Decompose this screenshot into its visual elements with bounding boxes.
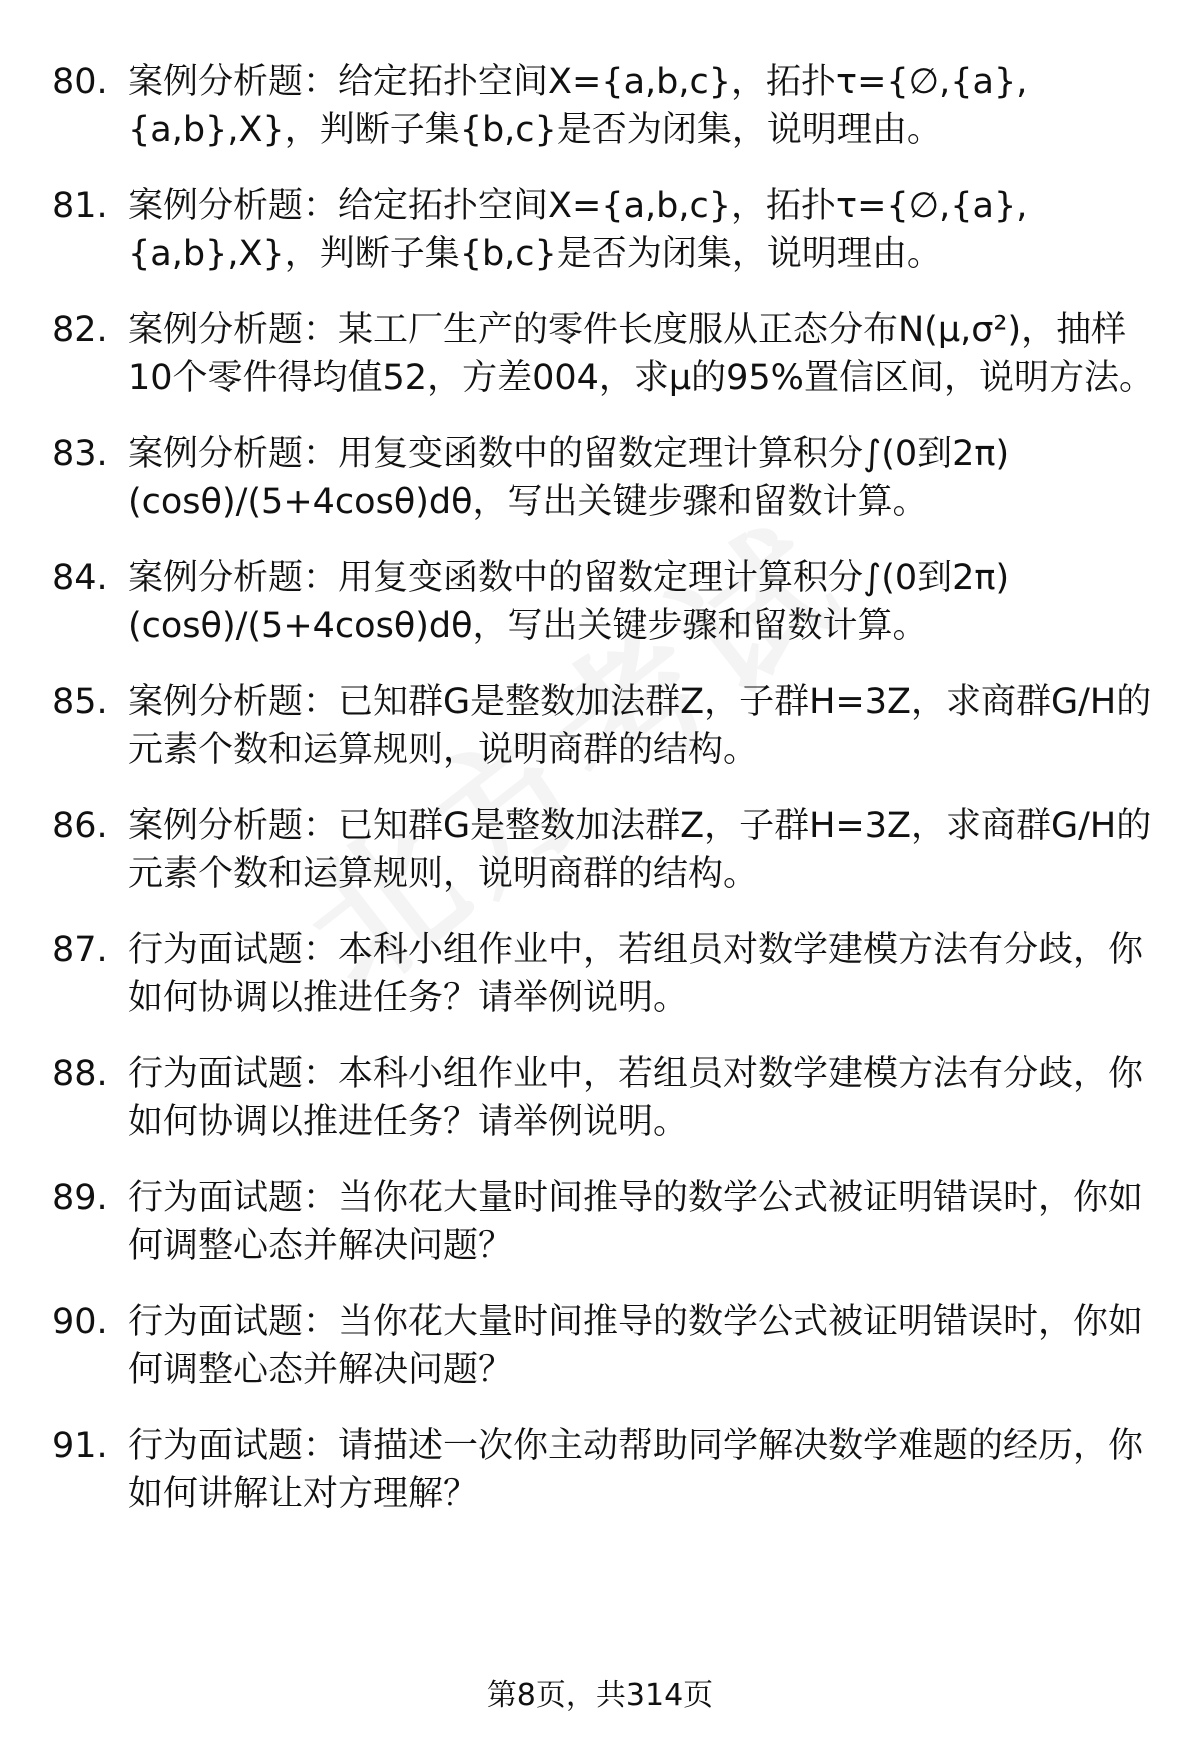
question-item bbox=[0, 430, 1158, 526]
question-item bbox=[0, 554, 1158, 650]
question-item bbox=[0, 1298, 1158, 1394]
question-number: 81. bbox=[52, 186, 108, 226]
question-number: 83. bbox=[52, 434, 108, 474]
question-number: 90. bbox=[52, 1302, 108, 1342]
question-item bbox=[0, 802, 1158, 898]
question-number: 80. bbox=[52, 62, 108, 102]
question-item bbox=[0, 1174, 1158, 1270]
question-text: 案例分析题：用复变函数中的留数定理计算积分∫(0到2π)(cosθ)/(5+4cosθ)dθ，写出关键步骤和留数计算。 bbox=[128, 434, 1010, 522]
question-number: 82. bbox=[52, 310, 108, 350]
question-item bbox=[0, 58, 1158, 154]
question-item bbox=[0, 1422, 1158, 1518]
question-text: 行为面试题：请描述一次你主动帮助同学解决数学难题的经历，你如何讲解让对方理解？ bbox=[128, 1426, 1144, 1514]
question-text: 行为面试题：本科小组作业中，若组员对数学建模方法有分歧，你如何协调以推进任务？请举例说明。 bbox=[128, 1054, 1144, 1142]
question-number: 85. bbox=[52, 682, 108, 722]
question-text: 行为面试题：本科小组作业中，若组员对数学建模方法有分歧，你如何协调以推进任务？请举例说明。 bbox=[128, 930, 1144, 1018]
question-text: 案例分析题：给定拓扑空间X={a,b,c}，拓扑τ={∅,{a},{a,b},X}，判断子集{b,c}是否为闭集，说明理由。 bbox=[128, 186, 1028, 274]
question-text: 案例分析题：已知群G是整数加法群Z，子群H=3Z，求商群G/H的元素个数和运算规则，说明商群的结构。 bbox=[128, 806, 1152, 894]
question-text: 案例分析题：已知群G是整数加法群Z，子群H=3Z，求商群G/H的元素个数和运算规则，说明商群的结构。 bbox=[128, 682, 1152, 770]
question-number: 91. bbox=[52, 1426, 108, 1466]
question-number: 88. bbox=[52, 1054, 108, 1094]
question-number: 86. bbox=[52, 806, 108, 846]
question-number: 84. bbox=[52, 558, 108, 598]
question-item bbox=[0, 1050, 1158, 1146]
question-text: 行为面试题：当你花大量时间推导的数学公式被证明错误时，你如何调整心态并解决问题？ bbox=[128, 1302, 1144, 1390]
question-number: 87. bbox=[52, 930, 108, 970]
question-item bbox=[0, 926, 1158, 1022]
question-number: 89. bbox=[52, 1178, 108, 1218]
question-text: 案例分析题：用复变函数中的留数定理计算积分∫(0到2π)(cosθ)/(5+4cosθ)dθ，写出关键步骤和留数计算。 bbox=[128, 558, 1010, 646]
question-item bbox=[0, 678, 1158, 774]
page-footer: 第8页，共314页 bbox=[486, 1678, 714, 1713]
question-item bbox=[0, 182, 1158, 278]
question-text: 行为面试题：当你花大量时间推导的数学公式被证明错误时，你如何调整心态并解决问题？ bbox=[128, 1178, 1144, 1266]
question-item bbox=[0, 306, 1158, 402]
question-text: 案例分析题：给定拓扑空间X={a,b,c}，拓扑τ={∅,{a},{a,b},X}，判断子集{b,c}是否为闭集，说明理由。 bbox=[128, 62, 1028, 150]
question-list bbox=[0, 58, 1200, 1546]
question-text: 案例分析题：某工厂生产的零件长度服从正态分布N(μ,σ²)，抽样10个零件得均值52，方差004，求μ的95%置信区间，说明方法。 bbox=[128, 310, 1154, 398]
